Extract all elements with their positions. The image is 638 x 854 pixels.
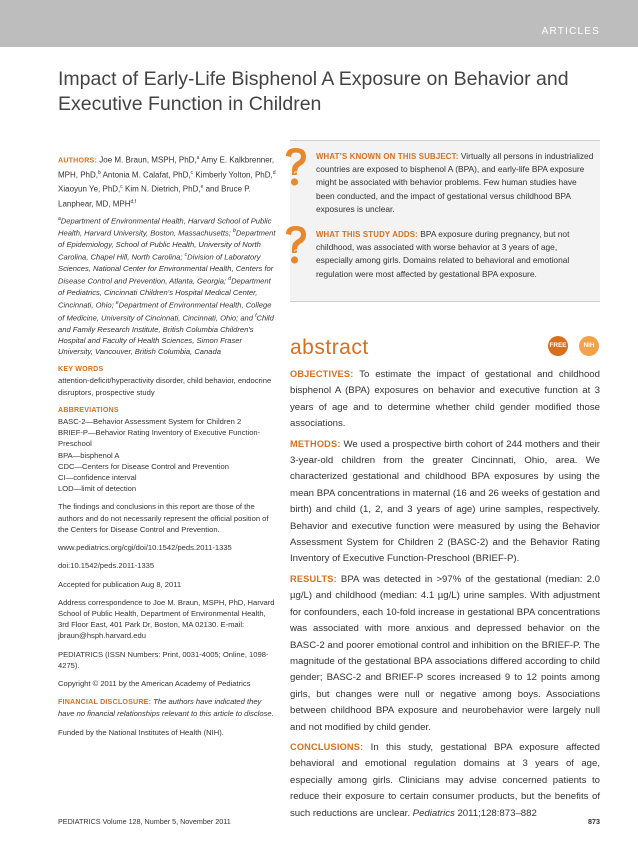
- affiliation-mark: d: [228, 276, 232, 283]
- author-sup: c: [120, 184, 123, 191]
- abbreviation-item: CDC—Centers for Disease Control and Prevention: [58, 461, 229, 471]
- article-url[interactable]: www.pediatrics.org/cgi/doi/10.1542/peds.2011-1335: [58, 543, 232, 553]
- question-icon: [284, 148, 308, 188]
- abbreviation-item: BPA—bisphenol A: [58, 450, 120, 460]
- financial-text: The authors have indicated they have no financial relationships relevant to this article to disclose.: [58, 697, 274, 719]
- author-text: Xiaoyun Ye, PhD,: [58, 184, 121, 194]
- free-badge: FREE: [548, 336, 568, 356]
- objectives-heading: OBJECTIVES:: [290, 369, 354, 379]
- abbreviation-item: BASC-2—Behavior Assessment System for Children 2: [58, 417, 242, 427]
- affiliation: Department of Environmental Health, College of Medicine, University of Cincinnati, Cincinnati, Ohio; and: [58, 300, 272, 323]
- author-sup: c: [190, 169, 194, 176]
- author-sup: d: [272, 169, 276, 176]
- abstract-body: [290, 366, 600, 825]
- whats-known-text: Virtually all persons in industrialized countries are exposed to bisphenol A (BPA), and early-life BPA exposure might be associated with behavior problems. Few human studies have been conducted, and the impact of gestational versus childhood BPA exposures is unclear.: [316, 151, 594, 214]
- conclusions-text: In this study, gestational BPA exposure affected behavioral and emotional regulation domains at 3 years of age, especially among girls. Clinicians may advise concerned patients to reduce their exposure to certain consumer products, but the benefits of such reductions are unclear.: [290, 741, 600, 819]
- key-words-heading: KEY WORDS: [58, 365, 104, 374]
- affiliation-mark: f: [255, 312, 257, 319]
- author-text: Amy E. Kalkbrenner, MPH, PhD,: [58, 155, 275, 180]
- abstract-objectives: [290, 366, 600, 433]
- journal-issue: PEDIATRICS Volume 128, Number 5, November 2011: [58, 817, 231, 826]
- financial-heading: FINANCIAL DISCLOSURE:: [58, 698, 152, 707]
- abstract-results: [290, 571, 600, 736]
- author-sup: d,f: [130, 198, 137, 205]
- results-heading: RESULTS:: [290, 573, 337, 584]
- authors-block: [58, 152, 276, 211]
- author-text: Kim N. Dietrich, PhD,: [125, 184, 201, 194]
- author-sup: e: [200, 184, 204, 191]
- page-footer: [58, 817, 600, 826]
- whats-known-block: [316, 150, 594, 216]
- key-words: attention-deficit/hyperactivity disorder, child behavior, endocrine disruptors, prospective study: [58, 376, 272, 397]
- copyright: Copyright © 2011 by the American Academy of Pediatrics: [58, 678, 251, 688]
- disclaimer-note: The findings and conclusions in this report are those of the authors and do not necessarily represent the official position of the Centers for Disease Control and Prevention.: [58, 502, 269, 534]
- financial-disclosure: [58, 696, 276, 719]
- affiliation: Department of Environmental Health, Harvard School of Public Health, Harvard University, Boston, Massachusetts;: [58, 216, 272, 238]
- study-adds-text: BPA exposure during pregnancy, but not childhood, was associated with worse behavior at 3 years of age, especially among girls. Domains related to behavioral and emotional regulation were most affected by gestational BPA exposure.: [316, 229, 570, 279]
- methods-text: We used a prospective birth cohort of 244 mothers and their 3-year-old children from the greater Cincinnati, Ohio, area. We characterized gestational and childhood BPA exposures by using the mean BPA concentrations in maternal (16 and 26 weeks of gestation and birth) and child (1, 2, and 3 years of age) urine samples, respectively. Behavior and executive function were measured by using the Behavior Assessment System for Children 2 (BASC-2) and the Behavior Rating Inventory of Executive Function-Preschool (BRIEF-P).: [290, 438, 601, 565]
- author-text: Antonia M. Calafat, PhD,: [102, 170, 191, 180]
- affiliation-mark: a: [58, 215, 61, 222]
- study-adds-block: [316, 228, 594, 281]
- abbreviation-item: CI—confidence interval: [58, 473, 137, 483]
- nih-badge: NIH: [579, 336, 599, 356]
- abstract-heading: abstract: [290, 336, 369, 359]
- author-text: Joe M. Braun, MSPH, PhD,: [99, 155, 197, 165]
- study-adds-heading: WHAT THIS STUDY ADDS:: [316, 230, 418, 239]
- affiliation: Child and Family Research Institute, British Columbia Children's Hospital and Faculty of Health Sciences, Simon Fraser University, Vancouver, British Columbia, Canada: [58, 313, 274, 357]
- author-text: Kimberly Yolton, PhD,: [195, 170, 273, 180]
- section-header-bar: [0, 0, 638, 47]
- question-glyph: ?: [293, 248, 299, 258]
- author-text: and Bruce P. Lanphear, MD, MPH: [58, 184, 251, 209]
- authors-heading: AUTHORS:: [58, 156, 98, 165]
- abstract-methods: [290, 436, 600, 568]
- author-sup: a: [196, 155, 200, 161]
- results-text: BPA was detected in >97% of the gestational (median: 2.0 µg/L) and childhood (median: 4.1 µg/L) urine samples. With adjustment for confounders, each 10-fold increase in gestational BPA concentrations was associated with more anxious and depressed behavior on the BASC-2 and poorer emotional control and inhibition on the BRIEF-P. The magnitude of the gestational BPA associations differed according to child gender; BASC-2 and BRIEF-P scores increased 9 to 12 points among girls, but changes were null or negative among boys. Associations between childhood BPA exposure and neurobehavior were largely null and not modified by child gender.: [290, 573, 600, 733]
- whats-known-heading: WHAT’S KNOWN ON THIS SUBJECT:: [316, 152, 459, 161]
- issn: PEDIATRICS (ISSN Numbers: Print, 0031-4005; Online, 1098-4275).: [58, 649, 269, 670]
- abstract-conclusions: [290, 739, 600, 822]
- funding: Funded by the National Institutes of Health (NIH).: [58, 727, 224, 737]
- abbreviations-heading: ABBREVIATIONS: [58, 405, 119, 414]
- accepted-date: Accepted for publication Aug 8, 2011: [58, 579, 182, 589]
- question-icon: [284, 226, 308, 266]
- citation-journal: Pediatrics: [412, 807, 455, 819]
- author-sup: b: [98, 169, 101, 176]
- conclusions-heading: CONCLUSIONS:: [290, 741, 364, 752]
- question-glyph: ?: [293, 170, 299, 180]
- affiliation-mark: b: [233, 228, 236, 235]
- abbreviation-item: BRIEF-P—Behavior Rating Inventory of Executive Function-Preschool: [58, 428, 261, 449]
- section-label: ARTICLES: [541, 26, 600, 37]
- doi: doi:10.1542/peds.2011-1335: [58, 561, 155, 571]
- citation: 2011;128:873–882: [457, 807, 537, 819]
- article-title: Impact of Early-Life Bisphenol A Exposure on Behavior and Executive Function in Children: [58, 68, 569, 115]
- page-number: 873: [588, 817, 600, 826]
- objectives-text: To estimate the impact of gestational and childhood bisphenol A (BPA) exposures on behavior and executive function at 3 years of age and to determine whether child gender modified those associations.: [290, 369, 600, 430]
- affiliation: Department of Epidemiology, School of Public Health, University of North Carolina, Chapel Hill, North Carolina;: [58, 228, 276, 262]
- methods-heading: METHODS:: [290, 438, 341, 449]
- affiliation: Department of Pediatrics, Cincinnati Children's Hospital Medical Center, Cincinnati, Ohio;: [58, 276, 271, 310]
- affiliations: [58, 214, 276, 358]
- correspondence: Address correspondence to Joe M. Braun, MSPH, PhD, Harvard School of Public Health, Department of Environmental Health, 3rd Floor East, 401 Park Dr, Boston, MA 02130. E-mail: jbraun@hsph.harvard.edu: [58, 597, 275, 641]
- left-column: [58, 152, 276, 738]
- affiliation-mark: c: [184, 252, 188, 259]
- abbreviation-item: LOD—limit of detection: [58, 484, 137, 494]
- affiliation-mark: e: [115, 300, 119, 307]
- affiliation: Division of Laboratory Sciences, National Center for Environmental Health, Centers for Disease Control and Prevention, Atlanta, Georgia;: [58, 252, 274, 286]
